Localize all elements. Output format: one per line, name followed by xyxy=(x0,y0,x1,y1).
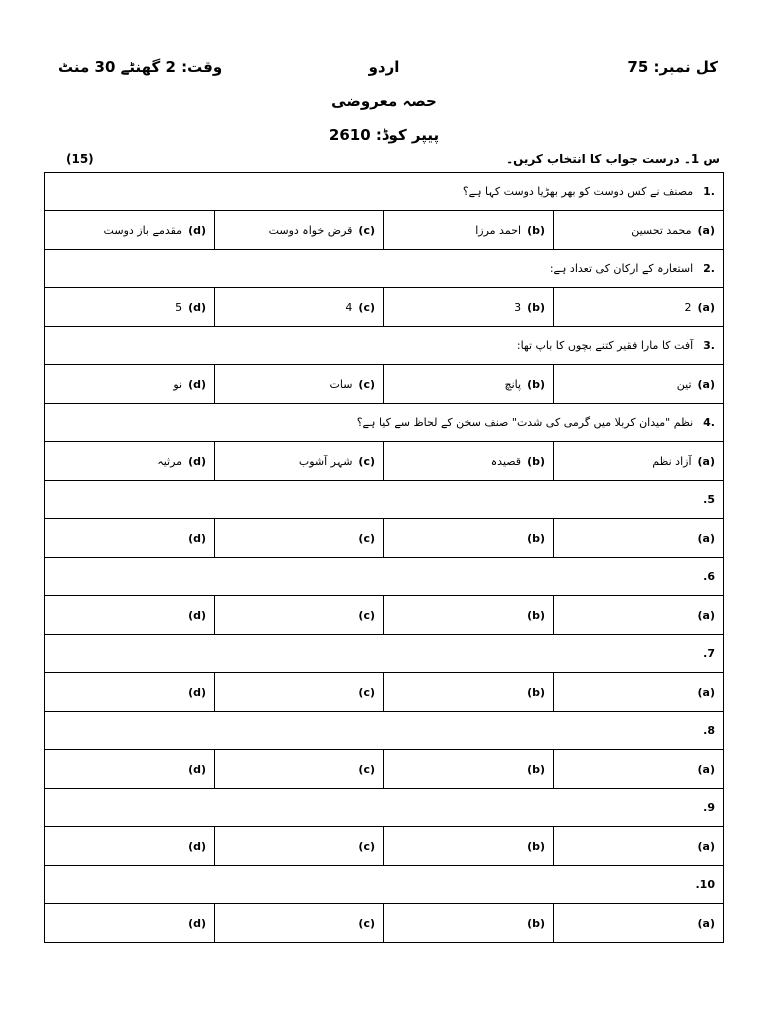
question-cell xyxy=(45,481,724,519)
option-label: (c) xyxy=(358,300,375,314)
option-cell[interactable] xyxy=(554,673,724,712)
option-text: احمد مرزا xyxy=(475,223,522,237)
option-text: قصیدہ xyxy=(490,454,522,468)
option-cell[interactable] xyxy=(554,904,724,943)
option-cell[interactable] xyxy=(45,288,215,327)
option-text: آزاد نظم xyxy=(652,454,692,468)
question-text: مصنف نے کس دوست کو بھر بھڑیا دوست کہا ہے؟ xyxy=(462,185,694,198)
question-row xyxy=(45,789,724,827)
option-label: (c) xyxy=(358,762,375,776)
options-row xyxy=(45,211,724,250)
option-label: (b) xyxy=(527,300,545,314)
option-text: 3 xyxy=(514,300,522,314)
option-cell[interactable] xyxy=(215,673,384,712)
option-cell[interactable] xyxy=(554,442,724,481)
option-label: (c) xyxy=(358,839,375,853)
question-row xyxy=(45,173,724,211)
options-row xyxy=(45,827,724,866)
question-row xyxy=(45,558,724,596)
option-label: (b) xyxy=(527,377,545,391)
question-cell xyxy=(45,250,724,288)
option-label: (c) xyxy=(358,685,375,699)
option-label: (d) xyxy=(188,454,206,468)
option-label: (a) xyxy=(697,300,715,314)
paper-code: پیپر کوڈ: 2610 xyxy=(328,126,440,144)
option-label: (b) xyxy=(527,531,545,545)
question-number: 3. xyxy=(703,339,715,352)
options-row xyxy=(45,288,724,327)
option-label: (b) xyxy=(527,454,545,468)
option-label: (a) xyxy=(697,762,715,776)
question-row xyxy=(45,404,724,442)
option-label: (d) xyxy=(188,762,206,776)
option-cell[interactable] xyxy=(215,519,384,558)
option-cell[interactable] xyxy=(554,365,724,404)
options-row xyxy=(45,442,724,481)
option-text: 5 xyxy=(175,300,183,314)
option-label: (d) xyxy=(188,377,206,391)
option-cell[interactable] xyxy=(45,442,215,481)
option-label: (d) xyxy=(188,839,206,853)
question-number: .8 xyxy=(703,724,715,737)
option-label: (c) xyxy=(358,916,375,930)
option-cell[interactable] xyxy=(384,673,554,712)
question-cell xyxy=(45,327,724,365)
option-text: تین xyxy=(676,377,692,391)
option-cell[interactable] xyxy=(384,288,554,327)
option-label: (b) xyxy=(527,916,545,930)
option-label: (d) xyxy=(188,300,206,314)
option-text: سات xyxy=(329,377,353,391)
options-row xyxy=(45,673,724,712)
option-label: (d) xyxy=(188,608,206,622)
question-text: استعارہ کے ارکان کی تعداد ہے: xyxy=(549,262,694,275)
option-label: (b) xyxy=(527,762,545,776)
question-text: آفت کا مارا فقیر کتنے بچوں کا باپ تھا: xyxy=(516,339,694,352)
option-cell[interactable] xyxy=(45,519,215,558)
option-label: (d) xyxy=(188,223,206,237)
option-cell[interactable] xyxy=(215,596,384,635)
question-cell xyxy=(45,866,724,904)
time-allowed: وقت: 2 گھنٹے 30 منٹ xyxy=(58,58,223,76)
option-label: (c) xyxy=(358,223,375,237)
option-cell[interactable] xyxy=(384,596,554,635)
option-label: (c) xyxy=(358,377,375,391)
option-cell[interactable] xyxy=(384,211,554,250)
option-cell[interactable] xyxy=(554,596,724,635)
question-row xyxy=(45,250,724,288)
options-row xyxy=(45,519,724,558)
question-cell xyxy=(45,712,724,750)
option-text: مرثیہ xyxy=(157,454,183,468)
option-cell[interactable] xyxy=(45,827,215,866)
option-cell[interactable] xyxy=(45,211,215,250)
question-row xyxy=(45,327,724,365)
option-label: (a) xyxy=(697,223,715,237)
option-text: پانچ xyxy=(504,377,522,391)
options-row xyxy=(45,596,724,635)
total-marks: کل نمبر: 75 xyxy=(627,58,718,76)
option-cell[interactable] xyxy=(384,365,554,404)
instruction-title: س 1۔ درست جواب کا انتخاب کریں۔ xyxy=(506,152,720,166)
question-text: نظم "میدان کربلا میں گرمی کی شدت" صنف سخن کے لحاظ سے کیا ہے؟ xyxy=(356,416,694,429)
option-cell[interactable] xyxy=(554,288,724,327)
option-label: (d) xyxy=(188,531,206,545)
option-cell[interactable] xyxy=(45,365,215,404)
question-row xyxy=(45,635,724,673)
option-label: (b) xyxy=(527,839,545,853)
option-cell[interactable] xyxy=(554,211,724,250)
option-text: 2 xyxy=(684,300,692,314)
question-number: .5 xyxy=(703,493,715,506)
option-label: (b) xyxy=(527,223,545,237)
question-cell xyxy=(45,558,724,596)
question-cell xyxy=(45,789,724,827)
option-text: شہر آشوب xyxy=(298,454,353,468)
option-label: (d) xyxy=(188,916,206,930)
option-label: (a) xyxy=(697,839,715,853)
option-cell[interactable] xyxy=(215,827,384,866)
option-cell[interactable] xyxy=(215,904,384,943)
question-number: .6 xyxy=(703,570,715,583)
question-cell xyxy=(45,404,724,442)
option-label: (c) xyxy=(358,531,375,545)
option-label: (a) xyxy=(697,608,715,622)
option-label: (a) xyxy=(697,685,715,699)
option-label: (c) xyxy=(358,608,375,622)
option-cell[interactable] xyxy=(215,750,384,789)
option-cell[interactable] xyxy=(384,827,554,866)
option-label: (b) xyxy=(527,608,545,622)
question-number: 4. xyxy=(703,416,715,429)
question-row xyxy=(45,712,724,750)
option-cell[interactable] xyxy=(554,750,724,789)
question-number: .10 xyxy=(695,878,715,891)
options-row xyxy=(45,904,724,943)
option-cell[interactable] xyxy=(45,750,215,789)
option-text: 4 xyxy=(345,300,353,314)
option-cell[interactable] xyxy=(554,519,724,558)
option-cell[interactable] xyxy=(384,442,554,481)
options-row xyxy=(45,750,724,789)
question-number: .9 xyxy=(703,801,715,814)
option-text: نو xyxy=(173,377,183,391)
question-row xyxy=(45,866,724,904)
option-cell[interactable] xyxy=(554,827,724,866)
option-label: (d) xyxy=(188,685,206,699)
option-cell[interactable] xyxy=(45,673,215,712)
option-label: (a) xyxy=(697,454,715,468)
option-cell[interactable] xyxy=(384,519,554,558)
question-cell xyxy=(45,635,724,673)
option-label: (a) xyxy=(697,531,715,545)
option-cell[interactable] xyxy=(215,288,384,327)
question-number: .7 xyxy=(703,647,715,660)
option-cell[interactable] xyxy=(215,365,384,404)
question-cell xyxy=(45,173,724,211)
option-label: (b) xyxy=(527,685,545,699)
option-cell[interactable] xyxy=(215,211,384,250)
question-number: 1. xyxy=(703,185,715,198)
question-number: 2. xyxy=(703,262,715,275)
option-text: مقدمے باز دوست xyxy=(103,223,183,237)
option-cell[interactable] xyxy=(45,904,215,943)
option-label: (a) xyxy=(697,377,715,391)
option-label: (a) xyxy=(697,916,715,930)
option-label: (c) xyxy=(358,454,375,468)
option-cell[interactable] xyxy=(45,596,215,635)
option-cell[interactable] xyxy=(384,904,554,943)
section-title: حصہ معروضی xyxy=(331,92,437,110)
options-row xyxy=(45,365,724,404)
option-text: قرض خواہ دوست xyxy=(268,223,353,237)
option-text: محمد تحسین xyxy=(631,223,692,237)
subject-title: اردو xyxy=(368,58,400,76)
option-cell[interactable] xyxy=(384,750,554,789)
option-cell[interactable] xyxy=(215,442,384,481)
question-row xyxy=(45,481,724,519)
mcq-table xyxy=(44,172,724,943)
instruction-marks: (15) xyxy=(66,152,94,166)
